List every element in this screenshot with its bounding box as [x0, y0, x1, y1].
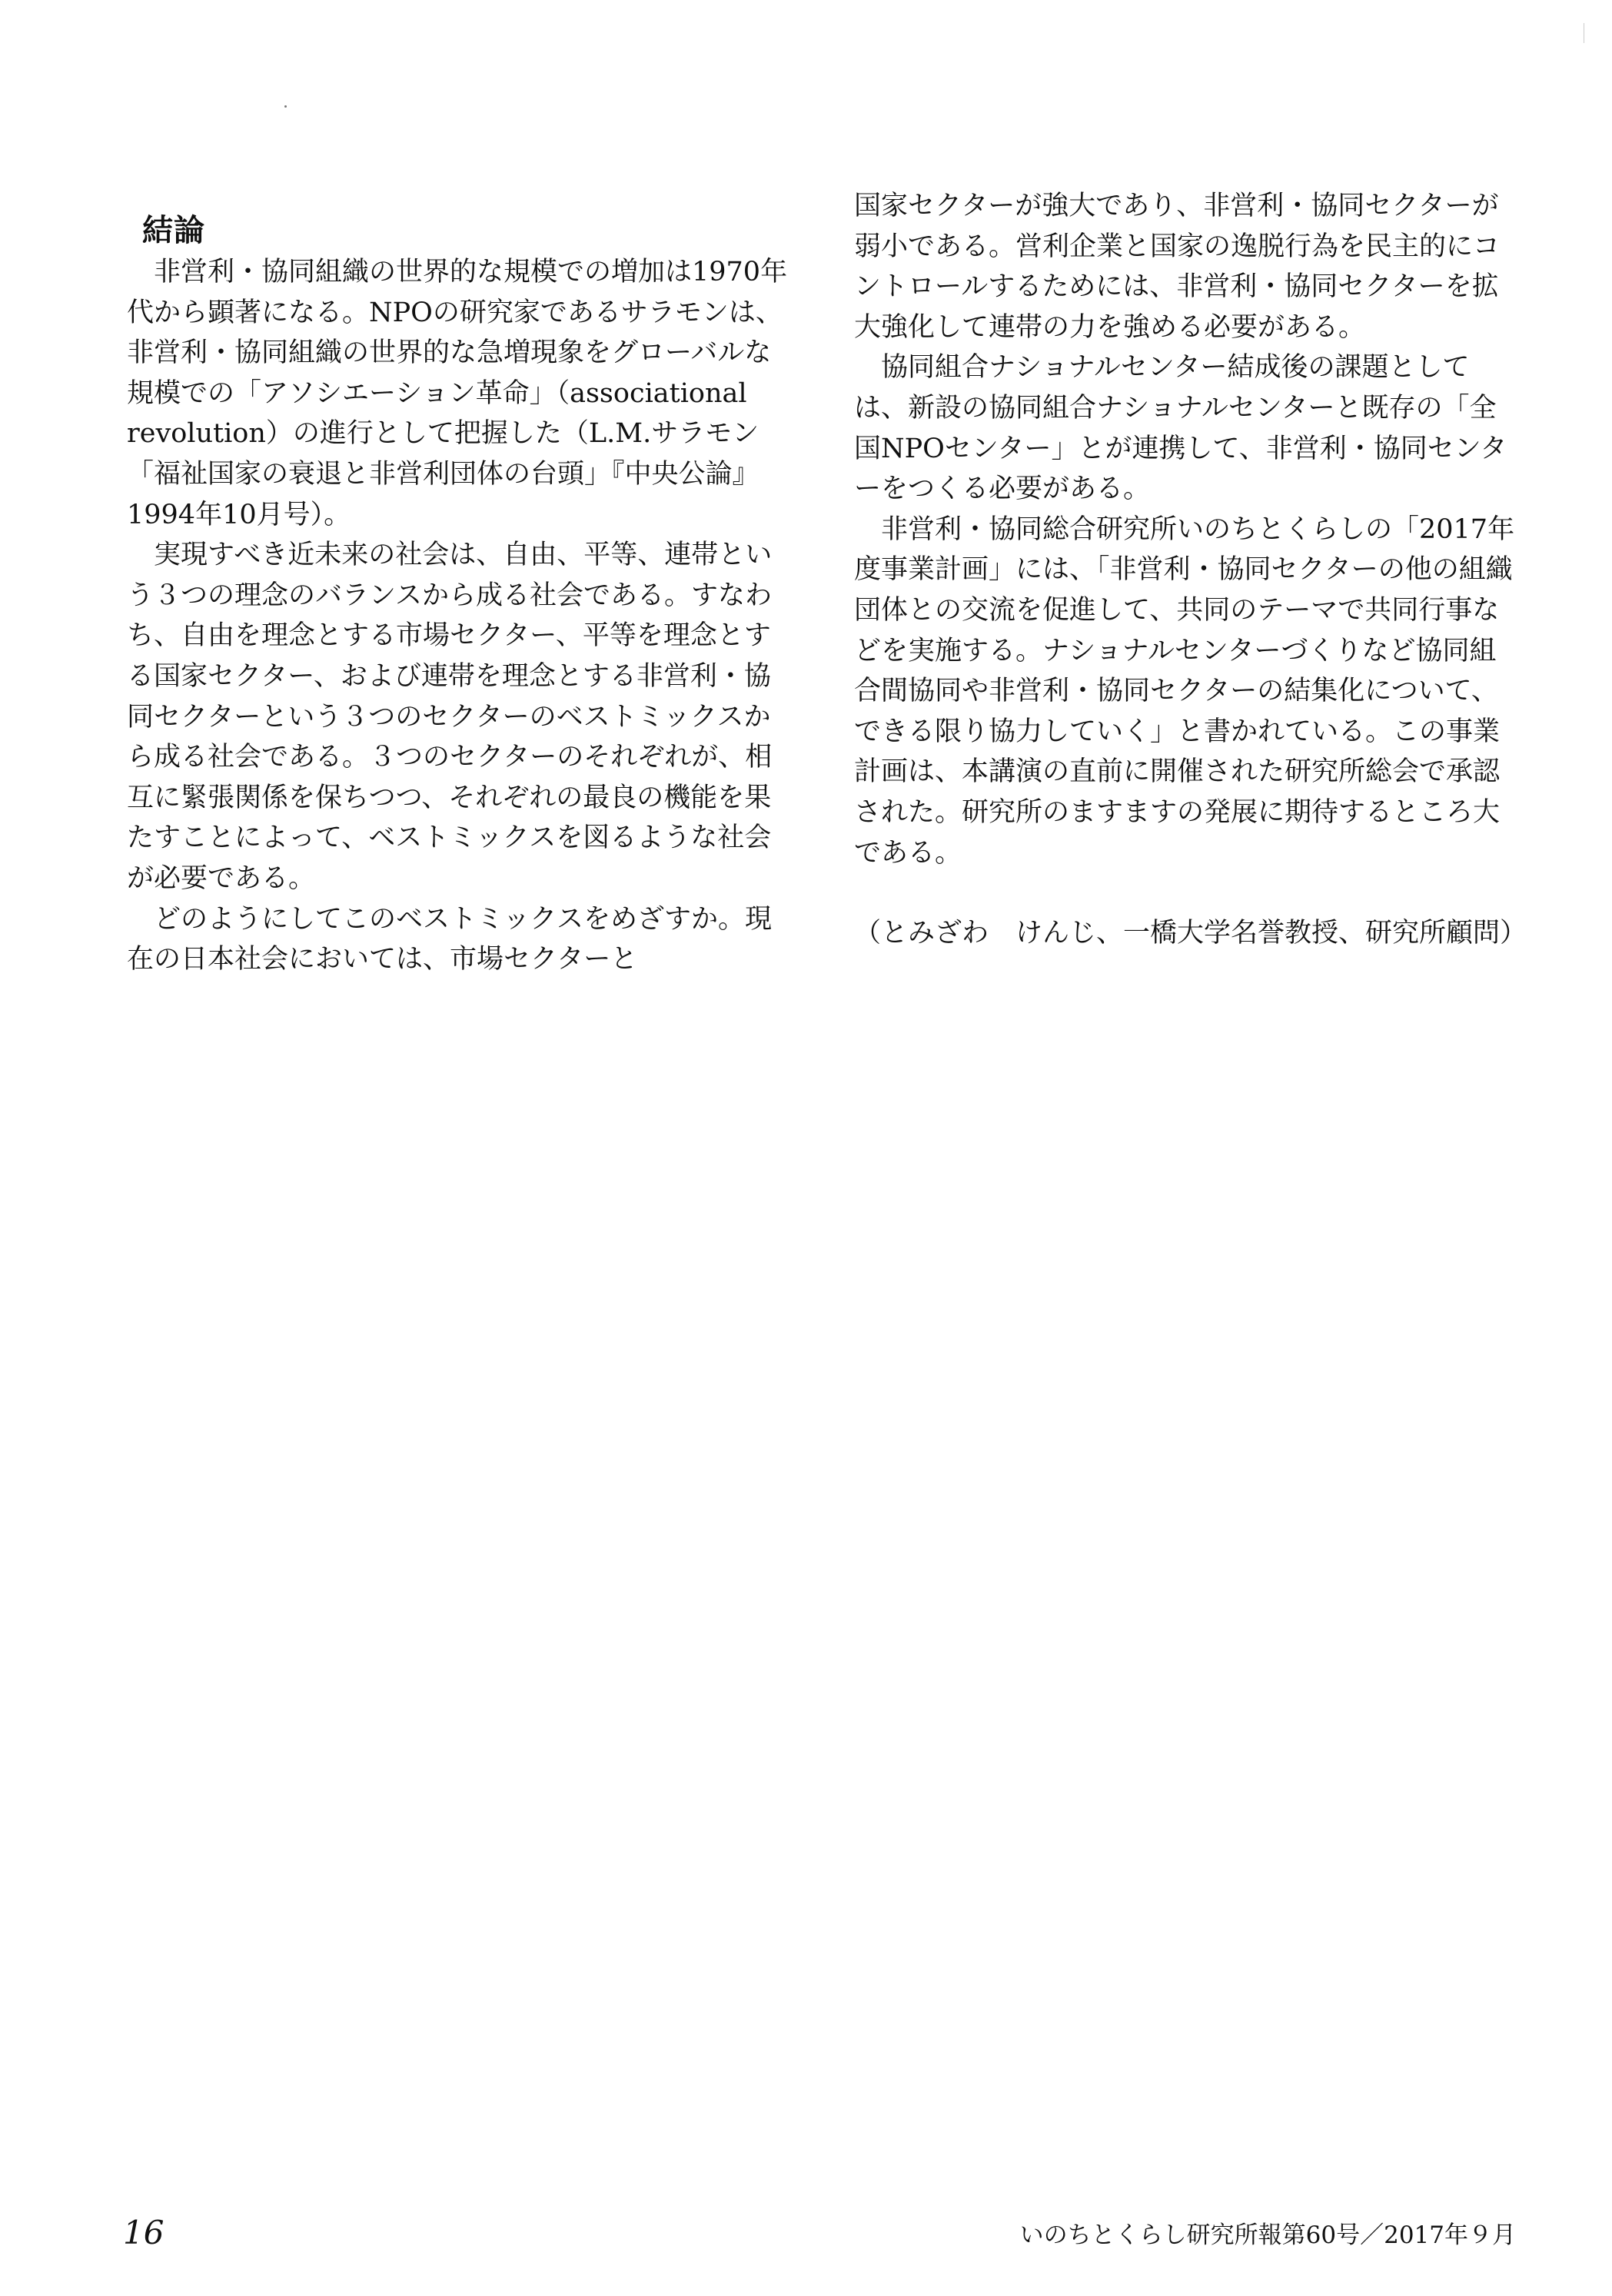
scan-speck	[284, 105, 287, 108]
author-signature: （とみざわ けんじ、一橋大学名誉教授、研究所顧問）	[854, 918, 1527, 949]
right-column	[854, 186, 1527, 954]
publication-footer: いのちとくらし研究所報第60号／2017年９月	[1019, 2221, 1516, 2249]
page-number: 16	[123, 2214, 165, 2251]
left-column	[127, 186, 796, 980]
paragraph: 実現すべき近未来の社会は、自由、平等、連帯という３つの理念のバランスから成る社会である。すなわち、自由を理念とする市場セクター、平等を理念とする国家セクター、および連帯を理念とする非営利・協同セクターという３つのセクターのベストミックスから成る社会である。３つのセクターのそれぞれが、相互に緊張関係を保ちつつ、それぞれの最良の機能を果たすことによって、ベストミックスを図るような社会が必要である。	[127, 540, 773, 894]
paragraph: どのようにしてこのベストミックスをめざすか。現在の日本社会においては、市場セクターと	[127, 903, 772, 975]
spacer	[854, 873, 1523, 913]
section-heading: 結論	[142, 213, 205, 248]
paragraph: 国家セクターが強大であり、非営利・協同セクターが弱小である。営利企業と国家の逸脱行為を民主的にコントロールするためには、非営利・協同セクターを拡大強化して連帯の力を強める必要がある。	[854, 191, 1501, 343]
paragraph: 非営利・協同総合研究所いのちとくらしの「2017年度事業計画」には、「非営利・協同セクターの他の組織団体との交流を促進して、共同のテーマで共同行事などを実施する。ナショナルセンターづくりなど協同組合間協同や非営利・協同セクターの結集化について、できる限り協力していく」と書かれている。この事業計画は、本講演の直前に開催された研究所総会で承認された。研究所のますますの発展に期待するところ大である。	[854, 513, 1515, 869]
paragraph: 非営利・協同組織の世界的な規模での増加は1970年代から顕著になる。NPOの研究家であるサラモンは、非営利・協同組織の世界的な急増現象をグローバルな規模での「アソシエーション革命」（associational revolution）の進行として把握した（L.M.サラモン「福祉国家の衰退と非営利団体の台頭」『中央公論』1994年10月号）。	[127, 257, 788, 530]
paragraph: 協同組合ナショナルセンター結成後の課題としては、新設の協同組合ナショナルセンターと既存の「全国NPOセンター」とが連携して、非営利・協同センターをつくる必要がある。	[854, 352, 1507, 505]
